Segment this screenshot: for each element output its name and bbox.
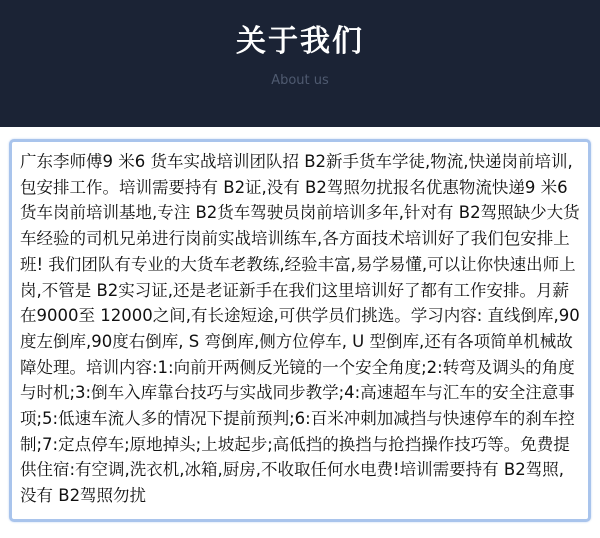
about-header (0, 0, 600, 127)
about-description: 广东李师傅9 米6 货车实战培训团队招 B2新手货车学徒,物流,快递岗前培训,包安排工作。培训需要持有 B2证,没有 B2驾照勿扰报名优惠物流快递9 米6 货车岗前培训基地,专注 B2货车驾驶员岗前培训多年,针对有 B2驾照缺少大货车经验的司机兄弟进行岗前实战培训练车,各方面技术培训好了我们包安排上班! 我们团队有专业的大货车老教练,经验丰富,易学易懂,可以让你快速出师上岗,不管是 B2实习证,还是老证新手在我们这里培训好了都有工作安排。月薪在9000至 12000之间,有长途短途,可供学员们挑选。学习内容: 直线倒库,90度左倒库,90度右倒库, S 弯倒库,侧方位停车, U 型倒库,还有各项简单机械故障处理。培训内容:1:向前开两侧反光镜的一个安全角度;2:转弯及调头的角度与时机;3:倒车入库靠台技巧与实战同步教学;4:高速超车与汇车的安全注意事项;5:低速车流人多的情况下提前预判;6:百米冲刺加减挡与快速停车的刹车控制;7:定点停车;原地掉头;上坡起步;高低挡的换挡与抢挡操作技巧等。免费提供住宿:有空调,洗衣机,冰箱,厨房,不收取任何水电费!培训需要持有 B2驾照,没有 B2驾照勿扰 (20, 152, 580, 506)
page-title: 关于我们 (236, 24, 364, 59)
about-text-area[interactable] (9, 139, 591, 522)
page-subtitle: About us (271, 73, 329, 88)
